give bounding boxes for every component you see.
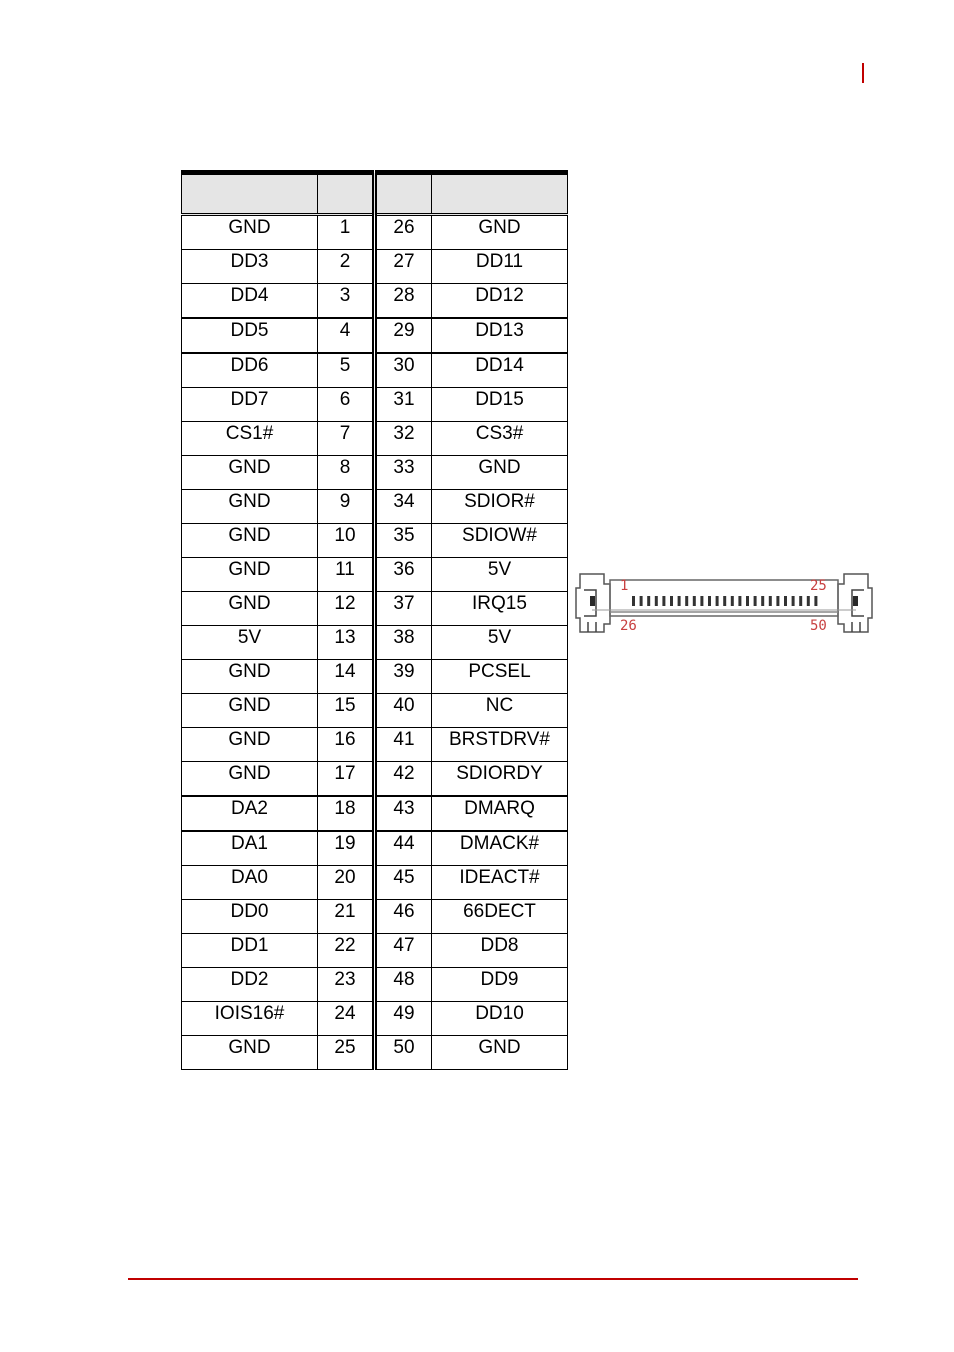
- connector-pin-mark: [792, 596, 795, 606]
- pin-left-cell: 6: [318, 388, 375, 422]
- signal-right-cell: PCSEL: [432, 660, 568, 694]
- table-row: [182, 968, 568, 1002]
- table-row: [182, 831, 568, 866]
- pin-left-cell: 21: [318, 900, 375, 934]
- pin-left-cell: 14: [318, 660, 375, 694]
- signal-left-cell: CS1#: [182, 422, 318, 456]
- signal-right-cell: DD9: [432, 968, 568, 1002]
- signal-right-cell: NC: [432, 694, 568, 728]
- signal-right-cell: IRQ15: [432, 592, 568, 626]
- table-row: [182, 422, 568, 456]
- connector-pin-mark: [731, 596, 734, 606]
- pin-left-cell: 12: [318, 592, 375, 626]
- table-row: [182, 524, 568, 558]
- pin-right-cell: 42: [375, 762, 432, 797]
- signal-right-cell: DD15: [432, 388, 568, 422]
- connector-pin-mark: [776, 596, 779, 606]
- connector-label-pin25: 25: [810, 578, 827, 594]
- pin-right-cell: 32: [375, 422, 432, 456]
- header-cell-pin-right: [375, 173, 432, 215]
- signal-right-cell: SDIOR#: [432, 490, 568, 524]
- pin-left-cell: 20: [318, 866, 375, 900]
- connector-pin-mark: [708, 596, 711, 606]
- connector-pin-mark: [807, 596, 810, 606]
- table-row: [182, 796, 568, 831]
- pin-left-cell: 3: [318, 284, 375, 319]
- pin-right-cell: 29: [375, 318, 432, 353]
- table-row: [182, 694, 568, 728]
- connector-pin-mark: [769, 596, 772, 606]
- table-row: [182, 388, 568, 422]
- connector-pin-mark: [799, 596, 802, 606]
- signal-left-cell: DA2: [182, 796, 318, 831]
- pin-right-cell: 35: [375, 524, 432, 558]
- signal-left-cell: DD3: [182, 250, 318, 284]
- header-cell-signal-left: [182, 173, 318, 215]
- signal-right-cell: GND: [432, 215, 568, 250]
- connector-pin-mark: [814, 596, 817, 606]
- table-row: [182, 490, 568, 524]
- pin-right-cell: 41: [375, 728, 432, 762]
- pin-right-cell: 46: [375, 900, 432, 934]
- table-row: [182, 934, 568, 968]
- connector-pin-mark: [670, 596, 673, 606]
- pin-left-cell: 11: [318, 558, 375, 592]
- connector-pin-mark: [723, 596, 726, 606]
- signal-right-cell: DD14: [432, 353, 568, 388]
- pin-right-cell: 31: [375, 388, 432, 422]
- signal-right-cell: CS3#: [432, 422, 568, 456]
- pin-right-cell: 37: [375, 592, 432, 626]
- connector-label-pin26: 26: [620, 618, 637, 634]
- header-cell-signal-right: [432, 173, 568, 215]
- connector-pin-mark: [685, 596, 688, 606]
- signal-right-cell: GND: [432, 1036, 568, 1070]
- connector-pin-mark: [784, 596, 787, 606]
- signal-right-cell: 5V: [432, 626, 568, 660]
- signal-left-cell: DD5: [182, 318, 318, 353]
- pin-left-cell: 16: [318, 728, 375, 762]
- signal-right-cell: GND: [432, 456, 568, 490]
- connector-pin-mark: [693, 596, 696, 606]
- connector-pin-mark: [716, 596, 719, 606]
- table-row: [182, 215, 568, 250]
- signal-right-cell: DMARQ: [432, 796, 568, 831]
- table-row: [182, 626, 568, 660]
- pin-right-cell: 36: [375, 558, 432, 592]
- pin-left-cell: 23: [318, 968, 375, 1002]
- pin-right-cell: 45: [375, 866, 432, 900]
- connector-pin-mark: [761, 596, 764, 606]
- connector-pin-mark: [754, 596, 757, 606]
- pin-left-cell: 24: [318, 1002, 375, 1036]
- pin-left-cell: 7: [318, 422, 375, 456]
- pin-left-cell: 18: [318, 796, 375, 831]
- signal-left-cell: GND: [182, 728, 318, 762]
- connector-pin-mark: [662, 596, 665, 606]
- connector-pin-mark: [738, 596, 741, 606]
- signal-left-cell: DD0: [182, 900, 318, 934]
- pin-right-cell: 40: [375, 694, 432, 728]
- connector-pin-mark: [746, 596, 749, 606]
- pin-left-cell: 15: [318, 694, 375, 728]
- signal-left-cell: DD2: [182, 968, 318, 1002]
- pin-right-cell: 26: [375, 215, 432, 250]
- table-row: [182, 318, 568, 353]
- pin-left-cell: 5: [318, 353, 375, 388]
- pin-right-cell: 27: [375, 250, 432, 284]
- connector-label-pin1: 1: [620, 578, 629, 594]
- pin-right-cell: 50: [375, 1036, 432, 1070]
- pin-right-cell: 39: [375, 660, 432, 694]
- pin-left-cell: 2: [318, 250, 375, 284]
- signal-left-cell: IOIS16#: [182, 1002, 318, 1036]
- pin-left-cell: 8: [318, 456, 375, 490]
- connector-diagram: [574, 566, 874, 638]
- signal-right-cell: DD13: [432, 318, 568, 353]
- table-row: [182, 1036, 568, 1070]
- table-row: [182, 728, 568, 762]
- signal-right-cell: BRSTDRV#: [432, 728, 568, 762]
- connector-pin-mark: [700, 596, 703, 606]
- signal-right-cell: DMACK#: [432, 831, 568, 866]
- table-row: [182, 284, 568, 319]
- table-header-row: [182, 173, 568, 215]
- signal-right-cell: SDIOW#: [432, 524, 568, 558]
- signal-left-cell: GND: [182, 490, 318, 524]
- signal-right-cell: DD12: [432, 284, 568, 319]
- signal-left-cell: DA0: [182, 866, 318, 900]
- connector-drawing: [574, 566, 874, 638]
- signal-left-cell: DD1: [182, 934, 318, 968]
- signal-left-cell: DD7: [182, 388, 318, 422]
- pin-left-cell: 10: [318, 524, 375, 558]
- signal-left-cell: GND: [182, 215, 318, 250]
- pin-right-cell: 49: [375, 1002, 432, 1036]
- signal-left-cell: GND: [182, 558, 318, 592]
- table-row: [182, 558, 568, 592]
- signal-left-cell: GND: [182, 660, 318, 694]
- signal-left-cell: GND: [182, 524, 318, 558]
- signal-left-cell: GND: [182, 1036, 318, 1070]
- connector-pin-mark: [640, 596, 643, 606]
- signal-left-cell: DD4: [182, 284, 318, 319]
- pin-left-cell: 17: [318, 762, 375, 797]
- pin-assignment-table: [181, 170, 568, 1070]
- pin-right-cell: 33: [375, 456, 432, 490]
- pin-right-cell: 44: [375, 831, 432, 866]
- pin-right-cell: 28: [375, 284, 432, 319]
- connector-pin-mark: [678, 596, 681, 606]
- table-row: [182, 1002, 568, 1036]
- table-row: [182, 900, 568, 934]
- signal-left-cell: GND: [182, 694, 318, 728]
- pin-right-cell: 47: [375, 934, 432, 968]
- connector-pin-mark: [647, 596, 650, 606]
- header-cell-pin-left: [318, 173, 375, 215]
- signal-right-cell: 66DECT: [432, 900, 568, 934]
- pin-left-cell: 1: [318, 215, 375, 250]
- header-marker: [862, 63, 864, 83]
- signal-left-cell: DA1: [182, 831, 318, 866]
- pin-right-cell: 38: [375, 626, 432, 660]
- pin-left-cell: 22: [318, 934, 375, 968]
- table-row: [182, 866, 568, 900]
- pin-left-cell: 13: [318, 626, 375, 660]
- connector-pin-mark: [632, 596, 635, 606]
- signal-left-cell: GND: [182, 456, 318, 490]
- signal-right-cell: DD8: [432, 934, 568, 968]
- table-row: [182, 353, 568, 388]
- footer-rule: [128, 1278, 858, 1280]
- pin-right-cell: 30: [375, 353, 432, 388]
- table-row: [182, 250, 568, 284]
- pin-left-cell: 19: [318, 831, 375, 866]
- signal-right-cell: SDIORDY: [432, 762, 568, 797]
- pin-left-cell: 25: [318, 1036, 375, 1070]
- signal-right-cell: DD10: [432, 1002, 568, 1036]
- signal-left-cell: 5V: [182, 626, 318, 660]
- signal-left-cell: GND: [182, 592, 318, 626]
- connector-label-pin50: 50: [810, 618, 827, 634]
- table-row: [182, 456, 568, 490]
- connector-pin-mark: [655, 596, 658, 606]
- signal-right-cell: IDEACT#: [432, 866, 568, 900]
- signal-left-cell: GND: [182, 762, 318, 797]
- table-row: [182, 660, 568, 694]
- table-row: [182, 592, 568, 626]
- pin-right-cell: 34: [375, 490, 432, 524]
- pin-left-cell: 4: [318, 318, 375, 353]
- table-row: [182, 762, 568, 797]
- signal-left-cell: DD6: [182, 353, 318, 388]
- signal-right-cell: DD11: [432, 250, 568, 284]
- pin-right-cell: 43: [375, 796, 432, 831]
- signal-right-cell: 5V: [432, 558, 568, 592]
- pin-right-cell: 48: [375, 968, 432, 1002]
- pin-left-cell: 9: [318, 490, 375, 524]
